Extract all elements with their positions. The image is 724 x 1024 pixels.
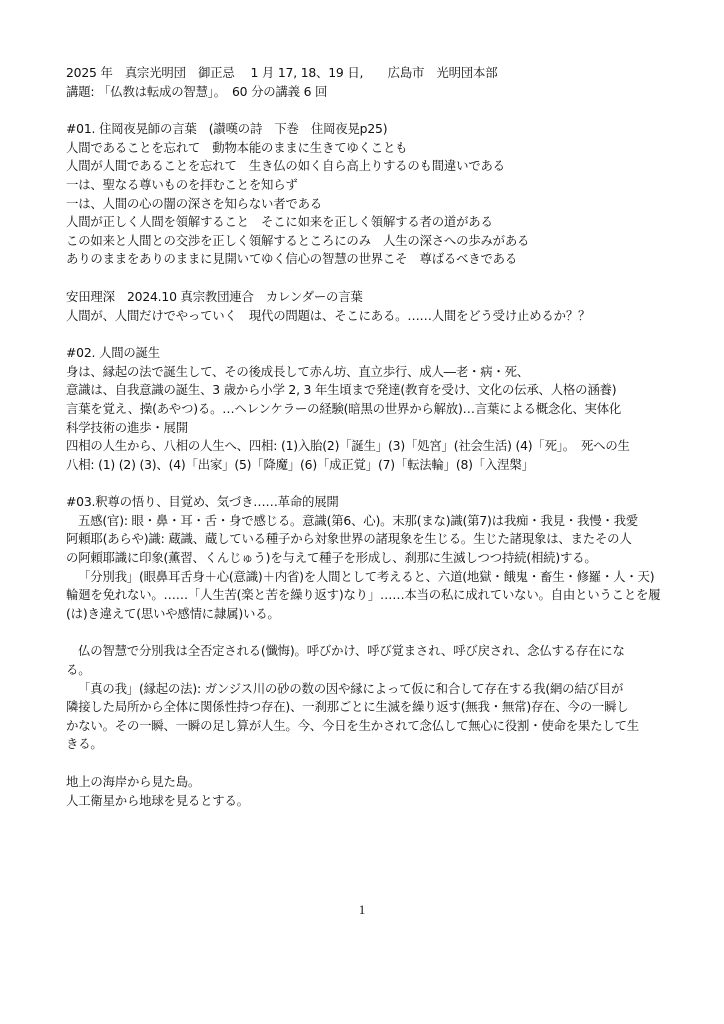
calendar-quote-heading: 安田理深 2024.10 真宗教団連合 カレンダーの言葉 bbox=[66, 288, 363, 304]
page-number: 1 bbox=[358, 902, 366, 917]
section-01-line: 一は、人間の心の闇の深さを知らない者である bbox=[66, 195, 323, 211]
spacer bbox=[66, 474, 666, 493]
section-02-heading: #02. 人間の誕生 bbox=[66, 345, 160, 361]
section-02-line: 意識は、自我意識の誕生、3 歳から小学 2, 3 年生頃まで発達(教育を受け、文化の伝承、人格の涵養) bbox=[66, 382, 617, 398]
spacer bbox=[66, 101, 666, 120]
section-01-line: 人間が人間であることを忘れて 生き仏の如く自ら高上りするのも間違いである bbox=[66, 158, 505, 174]
section-03-line: 「分別我」(眼鼻耳舌身＋心(意識)＋内省)を人間として考えると、六道(地獄・餓鬼・畜生・修羅・人・天) bbox=[78, 568, 655, 584]
section-01-line: 人間が正しく人間を領解すること そこに如来を正しく領解する者の道がある bbox=[66, 214, 493, 230]
section-02-line: 科学技術の進歩・展開 bbox=[66, 419, 188, 435]
closing-line: 人工衛星から地球を見るとする。 bbox=[66, 792, 249, 808]
section-03-heading: #03.釈尊の悟り、目覚め、気づき……革命的展開 bbox=[66, 494, 339, 510]
paragraph-line: 仏の智慧で分別我は全否定される(懺悔)。呼びかけ、呼び覚まされ、呼び戻され、念仏する存在にな bbox=[78, 643, 625, 659]
section-03-line: (は)き違えて(思いや感情に隷属)いる。 bbox=[66, 605, 280, 621]
section-03-line: 阿頼耶(あらや)識: 蔵識、蔵している種子から対象世界の諸現象を生じる。生じた諸現象は、またその人 bbox=[66, 531, 632, 547]
section-01-line: 一は、聖なる尊いものを拝むことを知らず bbox=[66, 176, 298, 192]
section-02-line: 四相の人生から、八相の人生へ、四相: (1)入胎(2)「誕生」(3)「処宮」(社会生活) (4)「死」。 死への生 bbox=[66, 438, 630, 454]
section-03-line: 五感(官): 眼・鼻・耳・舌・身で感じる。意識(第6、心)。末那(まな)識(第7)は我痴・我見・我慢・我愛 bbox=[78, 512, 638, 528]
spacer bbox=[66, 623, 666, 642]
spacer bbox=[66, 754, 666, 773]
paragraph-line: きる。 bbox=[66, 736, 103, 752]
spacer bbox=[66, 269, 666, 288]
paragraph-line: かない。その一瞬、一瞬の足し算が人生。今、今日を生かされて念仏して無心に役割・使命を果たして生 bbox=[66, 717, 639, 733]
section-02-line: 身は、縁起の法で誕生して、その後成長して赤ん坊、直立歩行、成人―老・病・死、 bbox=[66, 363, 529, 379]
section-02-line: 言葉を覚え、操(あやつ)る。…ヘレンケラーの経験(暗黒の世界から解放)…言葉による概念化、実体化 bbox=[66, 400, 622, 416]
paragraph-line: 「真の我」(縁起の法): ガンジス川の砂の数の因や縁によって仮に和合して存在する我(網の結び目が bbox=[78, 680, 624, 696]
section-02-line: 八相: (1) (2) (3)、(4)「出家」(5)「降魔」(6)「成正覚」(7)「転法輪」(8)「入涅槃」 bbox=[66, 456, 534, 472]
closing-line: 地上の海岸から見た島。 bbox=[66, 774, 201, 789]
section-01-heading: #01. 住岡夜晃師の言葉 (讃嘆の詩 下巻 住岡夜晃p25) bbox=[66, 121, 388, 137]
spacer bbox=[66, 325, 666, 344]
calendar-quote-line: 人間が、人間だけでやっていく 現代の問題は、そこにある。……人間をどう受け止めるか？？ bbox=[66, 307, 591, 323]
section-01-line: この如来と人間との交渉を正しく領解するところにのみ 人生の深さへの歩みがある bbox=[66, 232, 530, 248]
section-03-line: 輪廻を免れない。……「人生苦(楽と苦を繰り返す)なり」……本当の私に成れていない。自由ということを履 bbox=[66, 587, 661, 603]
header-line-1: 2025 年 真宗光明団 御正忌 1 月 17, 18、19 日, 広島市 光明団本部 bbox=[66, 65, 498, 80]
paragraph-line: 隣接した局所から全体に関係性持つ存在)、一刹那ごとに生滅を繰り返す(無我・無常)存在、今の一瞬し bbox=[66, 699, 629, 715]
paragraph-line: る。 bbox=[66, 662, 91, 678]
document-body bbox=[66, 64, 666, 810]
section-03-line: の阿頼耶識に印象(薫習、くんじゅう)を与えて種子を形成し、刹那に生滅しつつ持続(相続)する。 bbox=[66, 550, 597, 566]
section-01-line: ありのままをありのままに見開いてゆく信心の智慧の世界こそ 尊ばるべきである bbox=[66, 251, 518, 267]
section-01-line: 人間であることを忘れて 動物本能のままに生きてゆくことも bbox=[66, 139, 408, 155]
lecture-title: 講題: 「仏教は転成の智慧」。 60 分の講義 6 回 bbox=[66, 83, 328, 99]
